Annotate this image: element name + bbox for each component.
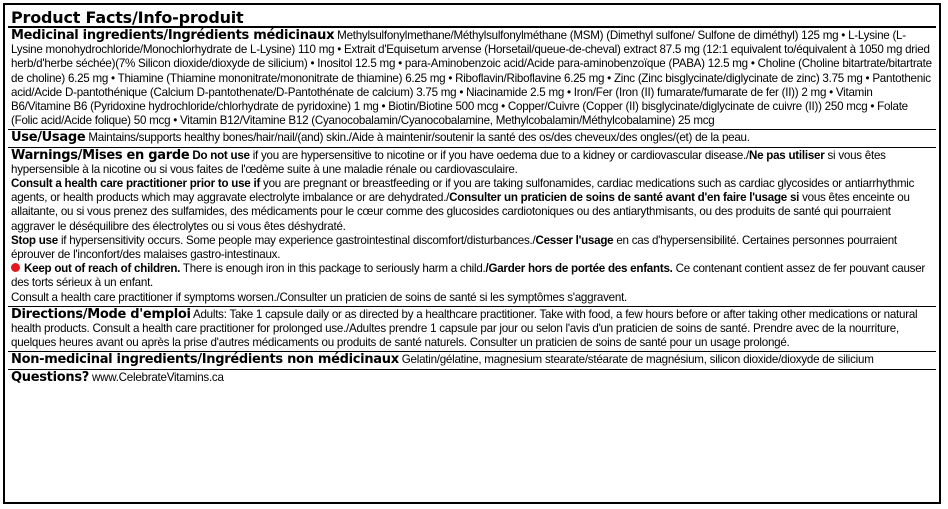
stop-use-text: if hypersensitivity occurs. Some people may experience gastrointestinal discomfort/disturbances./ xyxy=(60,233,536,247)
consulter-text: vous êtes enceinte ou allaitante, ou si vous prenez des sulfamides, des médicaments pour le cœur comme des glucosides cardiotoniques ou des antiarythmisants, ou des produits de santé qui pourraient aggraver le déséquilibre des électrolytes ou si vous êtes déshydraté. xyxy=(11,191,910,233)
do-not-use-text: if you are hypersensitive to nicotine or if you have oedema due to a kidney or cardiovascular disease./ xyxy=(252,148,749,162)
non-medicinal-text: Gelatin/gélatine, magnesium stearate/stéarate de magnésium, silicon dioxide/dioxyde de silicium xyxy=(401,353,874,367)
use-heading: Use/Usage xyxy=(11,130,86,146)
warning-stop-use xyxy=(11,234,933,262)
warning-dot-icon xyxy=(11,263,20,272)
warning-do-not-use xyxy=(11,149,933,177)
ne-pas-utiliser-label: Ne pas utiliser xyxy=(748,148,825,162)
do-not-use-label: Do not use xyxy=(192,148,250,162)
garder-label: /Garder hors de portée des enfants. xyxy=(485,262,673,276)
cesser-text: en cas d'hypersensibilité. Certaines personnes pourraient éprouver de l'inconfort/des malaises gastro-intestinaux. xyxy=(11,233,897,262)
directions-heading: Directions/Mode d'emploi xyxy=(11,306,191,322)
non-medicinal-heading: Non-medicinal ingredients/Ingrédients non médicinaux xyxy=(11,352,399,368)
keep-out-text: There is enough iron in this package to seriously harm a child. xyxy=(182,262,486,276)
medicinal-ingredients-section xyxy=(8,26,936,129)
directions-section xyxy=(8,306,936,352)
warning-consult-worsen: Consult a health care practitioner if symptoms worsen./Consulter un praticien de soins de santé si les symptômes s'aggravent. xyxy=(11,290,628,304)
consulter-label: Consulter un praticien de soins de santé avant d'en faire l'usage si xyxy=(449,191,800,205)
use-text: Maintains/supports healthy bones/hair/nail/(and) skin./Aide à maintenir/soutenir la santé des os/des cheveux/des ongles/(et) de la peau. xyxy=(88,131,750,145)
consult-text: you are pregnant or breastfeeding or if you are taking sulfonamides, cardiac medications such as cardiac glycosides or antiarrhythmic agents, or health products which may aggravate electrolyte imbalance or are dehydrated./ xyxy=(11,177,915,205)
use-section xyxy=(8,129,936,146)
warnings-section xyxy=(8,147,936,306)
keep-out-label: Keep out of reach of children. xyxy=(24,262,181,276)
non-medicinal-section xyxy=(8,351,936,368)
questions-website: www.CelebrateVitamins.ca xyxy=(91,370,224,384)
ne-pas-utiliser-text: si vous êtes hypersensible à la nicotine ou si vous faites de l'œdème suite à une maladie rénale ou cardiovasculaire. xyxy=(11,148,886,176)
cesser-label: Cesser l'usage xyxy=(535,233,614,247)
panel-title: Product Facts/Info-produit xyxy=(11,8,244,27)
garder-text: Ce contenant contient assez de fer pouvant causer des torts sérieux à un enfant. xyxy=(11,262,926,290)
medicinal-heading: Medicinal ingredients/Ingrédients médicinaux xyxy=(11,28,335,43)
questions-heading: Questions? xyxy=(11,369,89,385)
questions-section xyxy=(8,369,936,386)
warning-consult xyxy=(11,177,933,234)
stop-use-label: Stop use xyxy=(11,233,58,247)
medicinal-text: Methylsulfonylmethane/Méthylsulfonylméthane (MSM) (Dimethyl sulfone/ Sulfone de diméthyl) 125 mg • L-Lysine (L-Lysine monohydrochloride/Monochlorhydrate de L-Lysine) 110 mg • Extrait d'Equisetum arvense (Horsetail/queue-de-cheval) extract 87.5 mg (12:1 equivalent to/équivalent à 1050 mg dried herb/d'herbe séchée)(7% Silicon dioxide/dioxyde de silicium) • Inositol 12.5 mg • para-Aminobenzoic acid/Acide para-aminobenzoïque (PABA) 12.5 mg • Choline (Choline bitartrate/bitartrate de choline) 6.25 mg • Thiamine (Thiamine mononitrate/mononitrate de thiamine) 6.25 mg • Riboflavin/Riboflavine 6.25 mg • Zinc (Zinc bisglycinate/diglycinate de zinc) 3.75 mg • Pantothenic acid/Acide D-pantothénique (Calcium D-pantothenate/D-Pantothénate de calcium) 3.75 mg • Niacinamide 2.5 mg • Iron/Fer (Iron (II) fumarate/fumarate de fer (II)) 2 mg • Vitamin B6/Vitamine B6 (Pyridoxine hydrochloride/chlorhydrate de pyridoxine) 1 mg • Biotin/Biotine 500 mcg • Copper/Cuivre (Copper (II) bisglycinate/diglycinate de cuivre (II)) 250 mcg • Folate (Folic acid/Acide folique) 50 mcg • Vitamin B12/Vitamine B12 (Cyanocobalamin/Cyanocobalamine, Methylcobalamin/Méthylcobalamine) 25 mcg xyxy=(11,29,932,128)
warnings-heading: Warnings/Mises en garde xyxy=(11,147,190,163)
warning-keep-out xyxy=(11,262,933,290)
product-facts-panel xyxy=(3,3,941,504)
directions-text: Adults: Take 1 capsule daily or as directed by a healthcare practitioner. Take with food, a few hours before or after taking other medications or natural health products. Consult a health care practitioner for prolonged use./Adultes prendre 1 capsule par jour ou selon l'avis d'un praticien de soins de santé. Prendre avec de la nourriture, quelques heures avant ou après la prise d'autres médicaments ou produits de santé naturels. Consulter un praticien de soins de santé pour un usage prolongé. xyxy=(11,307,918,350)
consult-label: Consult a health care practitioner prior to use if xyxy=(11,177,261,191)
